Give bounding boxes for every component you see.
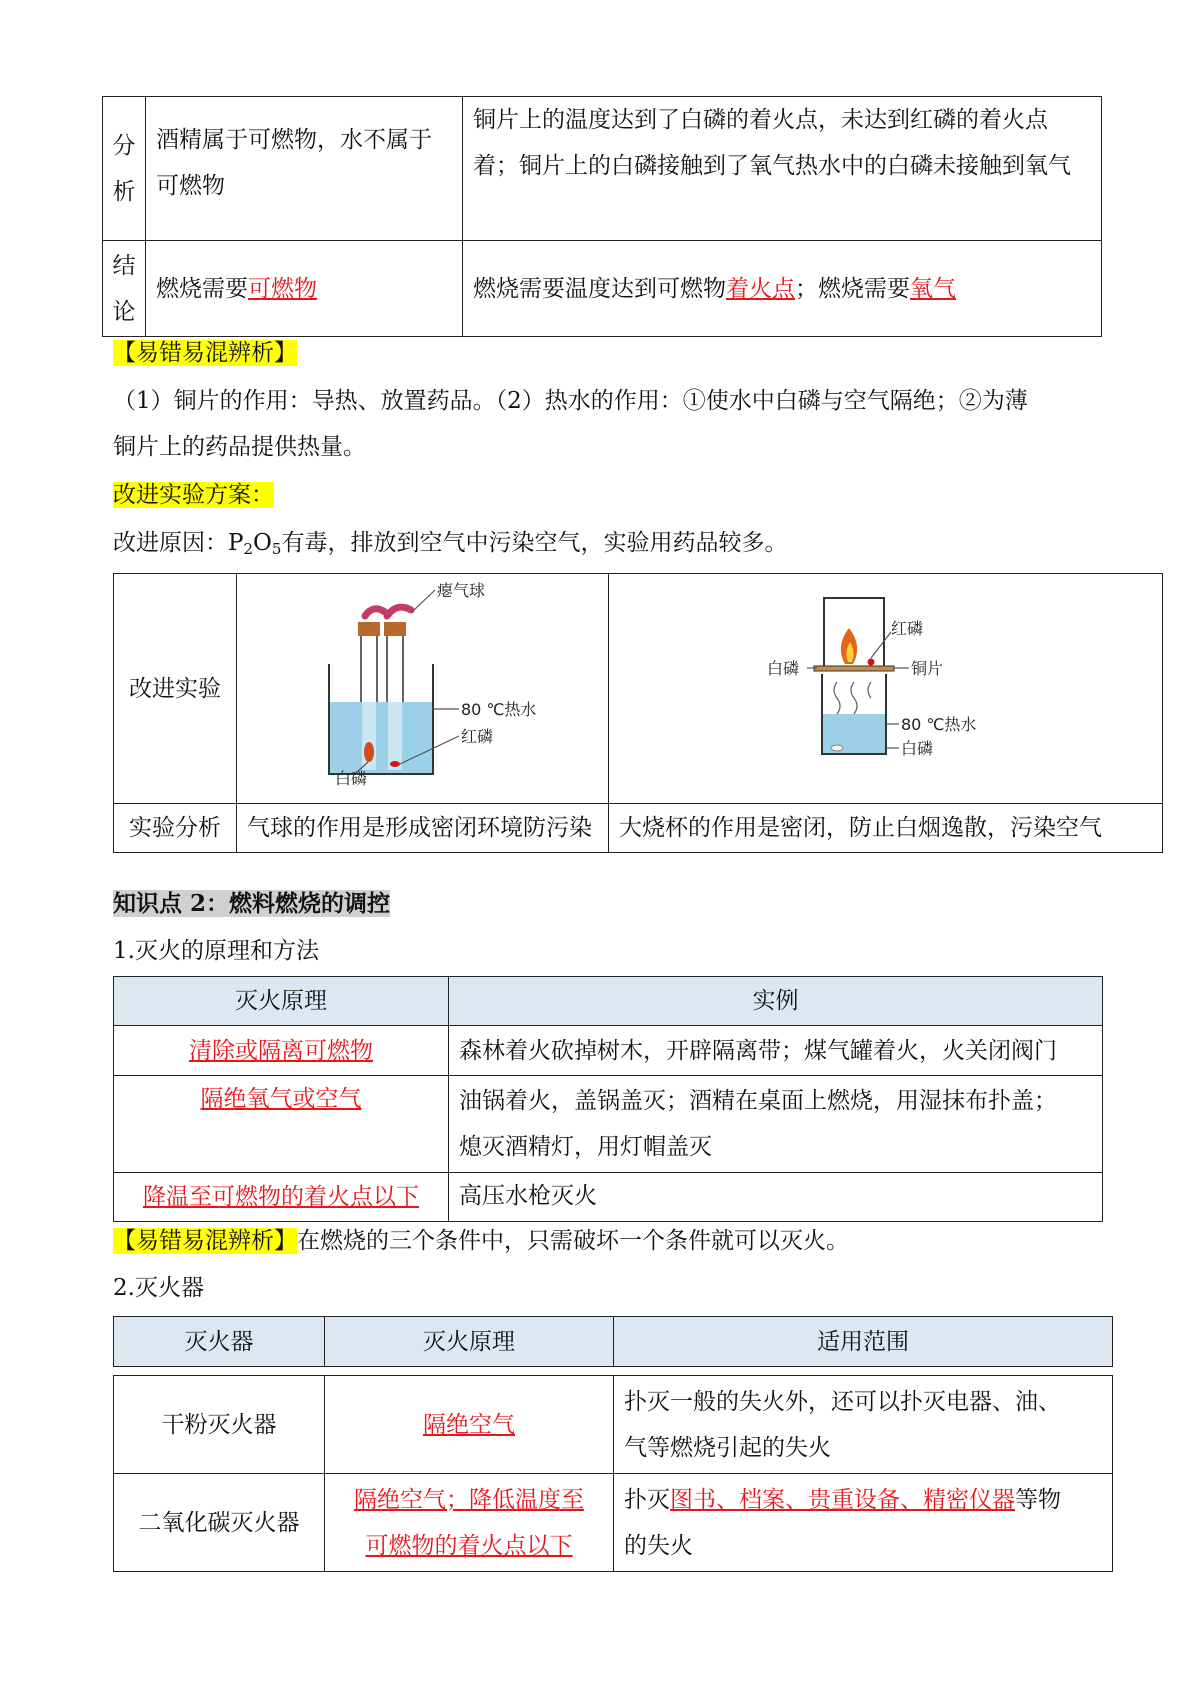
large-beaker-figure bbox=[609, 574, 1139, 787]
note2: 【易错易混辨析】在燃烧的三个条件中，只需破坏一个条件就可以灭火。 bbox=[113, 1228, 849, 1254]
improve-reason: 改进原因：$P_2O_5$有毒，排放到空气中污染空气，实验用药品较多。 bbox=[113, 530, 788, 558]
improve-tag: 改进实验方案： bbox=[113, 482, 274, 508]
extinguisher-table bbox=[113, 1375, 1113, 1572]
ext2-name: 二氧化碳灭火器 bbox=[114, 1474, 325, 1572]
figure2-cell bbox=[609, 574, 1163, 804]
header-scope: 适用范围 bbox=[614, 1317, 1113, 1367]
row2-principle: 隔绝氧气或空气 bbox=[114, 1076, 449, 1173]
ext2-scope: 扑灭图书、档案、贵重设备、精密仪器等物 的失火 bbox=[614, 1474, 1113, 1572]
section2-sub1: 1.灭火的原理和方法 bbox=[113, 938, 319, 964]
copper-sheet bbox=[814, 666, 894, 671]
label-white-phosphorus-bottom: 白磷 bbox=[901, 739, 934, 758]
combustion-analysis-table bbox=[102, 96, 1102, 337]
analysis-head: 分析 bbox=[103, 97, 146, 241]
stopper-left bbox=[358, 622, 380, 636]
header-example: 实例 bbox=[449, 977, 1103, 1026]
header-principle: 灭火原理 bbox=[114, 977, 449, 1026]
note1-tag: 【易错易混辨析】 bbox=[113, 340, 297, 366]
ext1-principle: 隔绝空气 bbox=[325, 1376, 614, 1474]
label-white-phosphorus-top: 白磷 bbox=[767, 659, 800, 678]
balloon-apparatus-figure bbox=[237, 574, 608, 787]
header-extinguisher: 灭火器 bbox=[114, 1317, 325, 1367]
ext1-name: 干粉灭火器 bbox=[114, 1376, 325, 1474]
ext2-principle: 隔绝空气；降低温度至 可燃物的着火点以下 bbox=[325, 1474, 614, 1572]
hot-water bbox=[330, 702, 432, 773]
label-hot-water: 80 ℃热水 bbox=[461, 700, 537, 719]
label-balloon: 瘪气球 bbox=[437, 581, 486, 600]
row3-principle: 降温至可燃物的着火点以下 bbox=[114, 1173, 449, 1222]
improve-row2-head: 实验分析 bbox=[114, 804, 237, 853]
label-hot-water-2: 80 ℃热水 bbox=[901, 715, 977, 734]
note1-line2: 铜片上的药品提供热量。 bbox=[113, 434, 366, 460]
extinguisher-header-table bbox=[113, 1316, 1113, 1367]
header-ext-principle: 灭火原理 bbox=[325, 1317, 614, 1367]
improve-row2-left: 气球的作用是形成密闭环境防污染 bbox=[237, 804, 609, 853]
analysis-left: 酒精属于可燃物，水不属于可燃物 bbox=[146, 97, 463, 241]
label-white-phosphorus: 白磷 bbox=[335, 769, 368, 787]
label-copper: 铜片 bbox=[911, 659, 944, 678]
label-red-phosphorus: 红磷 bbox=[461, 727, 494, 746]
balloon-right bbox=[387, 607, 411, 616]
row1-principle: 清除或隔离可燃物 bbox=[114, 1026, 449, 1076]
ext1-scope: 扑灭一般的失火外，还可以扑灭电器、油、 气等燃烧引起的失火 bbox=[614, 1376, 1113, 1474]
conclusion-head: 结论 bbox=[103, 241, 146, 337]
extinguish-principle-table bbox=[113, 976, 1103, 1222]
red-phosphorus-dot bbox=[868, 659, 875, 666]
section2-sub2: 2.灭火器 bbox=[113, 1275, 204, 1301]
conclusion-right: 燃烧需要温度达到可燃物着火点；燃烧需要氧气 bbox=[463, 241, 1102, 337]
balloon-left bbox=[365, 609, 385, 616]
conclusion-left: 燃烧需要可燃物 bbox=[146, 241, 463, 337]
label-red-phosphorus-2: 红磷 bbox=[891, 619, 924, 638]
improved-experiment-table bbox=[113, 573, 1163, 853]
figure1-cell bbox=[237, 574, 609, 804]
row1-example: 森林着火砍掉树木，开辟隔离带；煤气罐着火，火关闭阀门 bbox=[449, 1026, 1103, 1076]
note1-line1: （1）铜片的作用：导热、放置药品。（2）热水的作用：①使水中白磷与空气隔绝；②为薄 bbox=[113, 388, 1028, 414]
section2-title: 知识点 2：燃料燃烧的调控 bbox=[113, 890, 391, 917]
red-phosphorus-dot bbox=[390, 761, 400, 767]
analysis-right: 铜片上的温度达到了白磷的着火点，未达到红磷的着火点着；铜片上的白磷接触到了氧气热水中的白磷未接触到氧气 bbox=[463, 97, 1102, 241]
row2-example: 油锅着火，盖锅盖灭；酒精在桌面上燃烧，用湿抹布扑盖； 熄灭酒精灯，用灯帽盖灭 bbox=[449, 1076, 1103, 1173]
improve-row1-head: 改进实验 bbox=[114, 574, 237, 804]
white-phosphorus-flame bbox=[364, 742, 374, 762]
stopper-right bbox=[384, 622, 406, 636]
improve-row2-right: 大烧杯的作用是密闭，防止白烟逸散，污染空气 bbox=[609, 804, 1163, 853]
row3-example: 高压水枪灭火 bbox=[449, 1173, 1103, 1222]
